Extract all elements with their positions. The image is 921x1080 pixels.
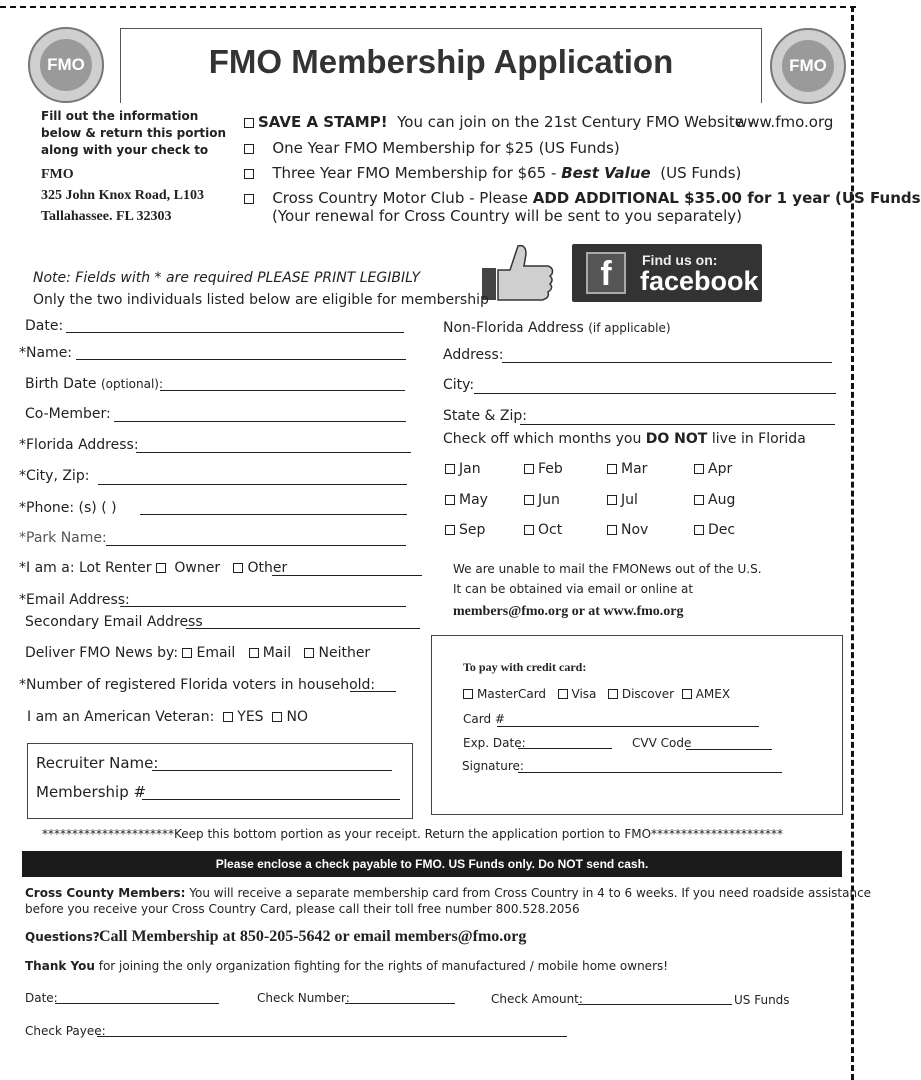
- return-instructions-1: Fill out the information: [41, 109, 199, 123]
- facebook-icon: f: [586, 252, 626, 294]
- cross-country-option[interactable]: Cross Country Motor Club - Please ADD ADDITIONAL $35.00 for 1 year (US Funds: [244, 189, 921, 207]
- fmo-seal-logo-right: FMO: [770, 28, 846, 104]
- recruiter-field[interactable]: [152, 770, 392, 771]
- membership-number-field[interactable]: [142, 799, 400, 800]
- phone-field[interactable]: [140, 514, 407, 515]
- three-year-option[interactable]: Three Year FMO Membership for $65 - Best Value (US Funds): [244, 164, 741, 182]
- thank-you-line: Thank You for joining the only organization fighting for the rights of manufactured / mobile home owners!: [25, 959, 669, 973]
- receipt-date-label: Date:: [25, 991, 58, 1005]
- keep-receipt-line: **********************Keep this bottom portion as your receipt. Return the application portion to FMO**********************: [42, 827, 784, 841]
- voters-label: *Number of registered Florida voters in household:: [19, 677, 376, 693]
- obtained-note: It can be obtained via email or online at: [453, 582, 694, 596]
- credit-card-heading: To pay with credit card:: [463, 660, 587, 674]
- month-feb[interactable]: Feb: [524, 461, 563, 477]
- signature-label: Signature:: [462, 759, 524, 773]
- mastercard-checkbox[interactable]: [463, 689, 473, 699]
- birth-date-field[interactable]: [160, 390, 405, 391]
- return-city: Tallahassee. FL 32303: [41, 209, 172, 224]
- veteran-row: I am an American Veteran: YES NO: [27, 709, 308, 725]
- deliver-neither-checkbox[interactable]: [304, 648, 314, 658]
- park-name-field[interactable]: [106, 545, 406, 546]
- fmo-seal-logo-left: FMO: [28, 27, 104, 103]
- questions-label: Questions?: [25, 930, 100, 944]
- non-florida-label: Non-Florida Address (if applicable): [443, 320, 671, 336]
- name-label: *Name:: [19, 345, 73, 361]
- secondary-email-label: Secondary Email Address: [25, 614, 203, 630]
- voters-field[interactable]: [350, 691, 396, 692]
- cross-county-line1: Cross County Members: You will receive a separate membership card from Cross Country in 4 to 6 weeks. If you need roadside assistance: [25, 886, 872, 900]
- facebook-badge[interactable]: [572, 244, 762, 302]
- thumbs-up-icon: [480, 242, 556, 302]
- months-instruction: Check off which months you DO NOT live in Florida: [443, 431, 806, 447]
- co-member-label: Co-Member:: [25, 406, 111, 422]
- one-year-option[interactable]: One Year FMO Membership for $25 (US Funds): [244, 139, 620, 157]
- month-apr[interactable]: Apr: [694, 461, 732, 477]
- owner-checkbox[interactable]: [233, 563, 243, 573]
- cross-county-line2: before you receive your Cross Country Card, please call their toll free number 800.528.2056: [25, 902, 580, 916]
- park-name-label: *Park Name:: [19, 530, 107, 546]
- lot-renter-checkbox[interactable]: [156, 563, 166, 573]
- deliver-row: Deliver FMO News by: Email Mail Neither: [25, 645, 371, 661]
- check-banner: Please enclose a check payable to FMO. US Funds only. Do NOT send cash.: [22, 851, 842, 877]
- month-jun[interactable]: Jun: [524, 492, 560, 508]
- cut-line-right: [851, 6, 854, 1080]
- page-title: FMO Membership Application: [208, 43, 674, 80]
- date-field[interactable]: [66, 332, 404, 333]
- checkbox[interactable]: [244, 144, 254, 154]
- veteran-no-checkbox[interactable]: [272, 712, 282, 722]
- month-jul[interactable]: Jul: [607, 492, 638, 508]
- state-zip-field[interactable]: [520, 424, 835, 425]
- florida-address-label: *Florida Address:: [19, 437, 139, 453]
- month-dec[interactable]: Dec: [694, 522, 735, 538]
- month-oct[interactable]: Oct: [524, 522, 562, 538]
- facebook-line2: facebook: [640, 266, 759, 296]
- co-member-field[interactable]: [114, 421, 406, 422]
- email-field[interactable]: [120, 606, 406, 607]
- date-label: Date:: [25, 318, 64, 334]
- state-zip-label: State & Zip:: [443, 408, 527, 424]
- website-link[interactable]: www.fmo.org: [735, 113, 834, 131]
- contact-line: members@fmo.org or at www.fmo.org: [453, 604, 684, 619]
- cut-line-top: [0, 6, 856, 8]
- phone-label: *Phone: (s) ( ): [19, 500, 117, 516]
- unable-mail-note: We are unable to mail the FMONews out of the U.S.: [453, 562, 762, 576]
- cvv-field[interactable]: [686, 749, 772, 750]
- month-sep[interactable]: Sep: [445, 522, 485, 538]
- save-stamp-option[interactable]: SAVE A STAMP! You can join on the 21st Century FMO Website -: [244, 113, 754, 131]
- email-label: *Email Address:: [19, 592, 130, 608]
- check-amount-label: Check Amount:: [491, 992, 583, 1006]
- checkbox[interactable]: [244, 118, 254, 128]
- discover-checkbox[interactable]: [608, 689, 618, 699]
- return-instructions-2: below & return this portion: [41, 126, 227, 140]
- questions-contact: Call Membership at 850-205-5642 or email members@fmo.org: [99, 928, 527, 945]
- city-field[interactable]: [474, 393, 836, 394]
- recruiter-label: Recruiter Name:: [36, 754, 159, 772]
- check-payee-label: Check Payee:: [25, 1024, 106, 1038]
- return-street: 325 John Knox Road, L103: [41, 188, 204, 203]
- address-label: Address:: [443, 347, 504, 363]
- exp-date-label: Exp. Date:: [463, 736, 526, 750]
- check-payee-field[interactable]: [97, 1036, 567, 1037]
- checkbox[interactable]: [244, 194, 254, 204]
- veteran-yes-checkbox[interactable]: [223, 712, 233, 722]
- visa-checkbox[interactable]: [558, 689, 568, 699]
- month-mar[interactable]: Mar: [607, 461, 647, 477]
- facebook-line1: Find us on:: [642, 252, 718, 268]
- city-zip-label: *City, Zip:: [19, 468, 90, 484]
- city-zip-field[interactable]: [98, 484, 407, 485]
- month-jan[interactable]: Jan: [445, 461, 481, 477]
- us-funds-label: US Funds: [734, 993, 790, 1007]
- cvv-label: CVV Code: [632, 736, 692, 750]
- name-field[interactable]: [76, 359, 406, 360]
- month-aug[interactable]: Aug: [694, 492, 735, 508]
- resident-type-row: *I am a: Lot Renter Owner Other: [19, 560, 288, 576]
- card-number-label: Card #: [463, 712, 505, 726]
- membership-number-label: Membership #: [36, 783, 147, 801]
- amex-checkbox[interactable]: [682, 689, 692, 699]
- checkbox[interactable]: [244, 169, 254, 179]
- address-field[interactable]: [502, 362, 832, 363]
- month-nov[interactable]: Nov: [607, 522, 648, 538]
- secondary-email-field[interactable]: [186, 628, 420, 629]
- cross-country-note: (Your renewal for Cross Country will be sent to you separately): [272, 207, 743, 225]
- receipt-date-field[interactable]: [55, 1003, 219, 1004]
- month-may[interactable]: May: [445, 492, 488, 508]
- required-note: Note: Fields with * are required PLEASE PRINT LEGIBILY: [33, 270, 421, 286]
- title-box: [120, 28, 762, 103]
- card-type-row: MasterCard Visa Discover AMEX: [463, 687, 730, 701]
- other-field[interactable]: [272, 575, 422, 576]
- check-number-field[interactable]: [345, 1003, 455, 1004]
- city-label: City:: [443, 377, 475, 393]
- card-number-field[interactable]: [497, 726, 759, 727]
- deliver-mail-checkbox[interactable]: [249, 648, 259, 658]
- eligible-note: Only the two individuals listed below are eligible for membership: [33, 292, 489, 308]
- return-org: FMO: [41, 167, 74, 182]
- return-instructions-3: along with your check to: [41, 143, 209, 157]
- exp-date-field[interactable]: [518, 748, 612, 749]
- check-number-label: Check Number:: [257, 991, 350, 1005]
- birth-date-label: Birth Date (optional):: [25, 376, 164, 392]
- signature-field[interactable]: [518, 772, 782, 773]
- check-amount-field[interactable]: [578, 1004, 732, 1005]
- deliver-email-checkbox[interactable]: [182, 648, 192, 658]
- florida-address-field[interactable]: [136, 452, 411, 453]
